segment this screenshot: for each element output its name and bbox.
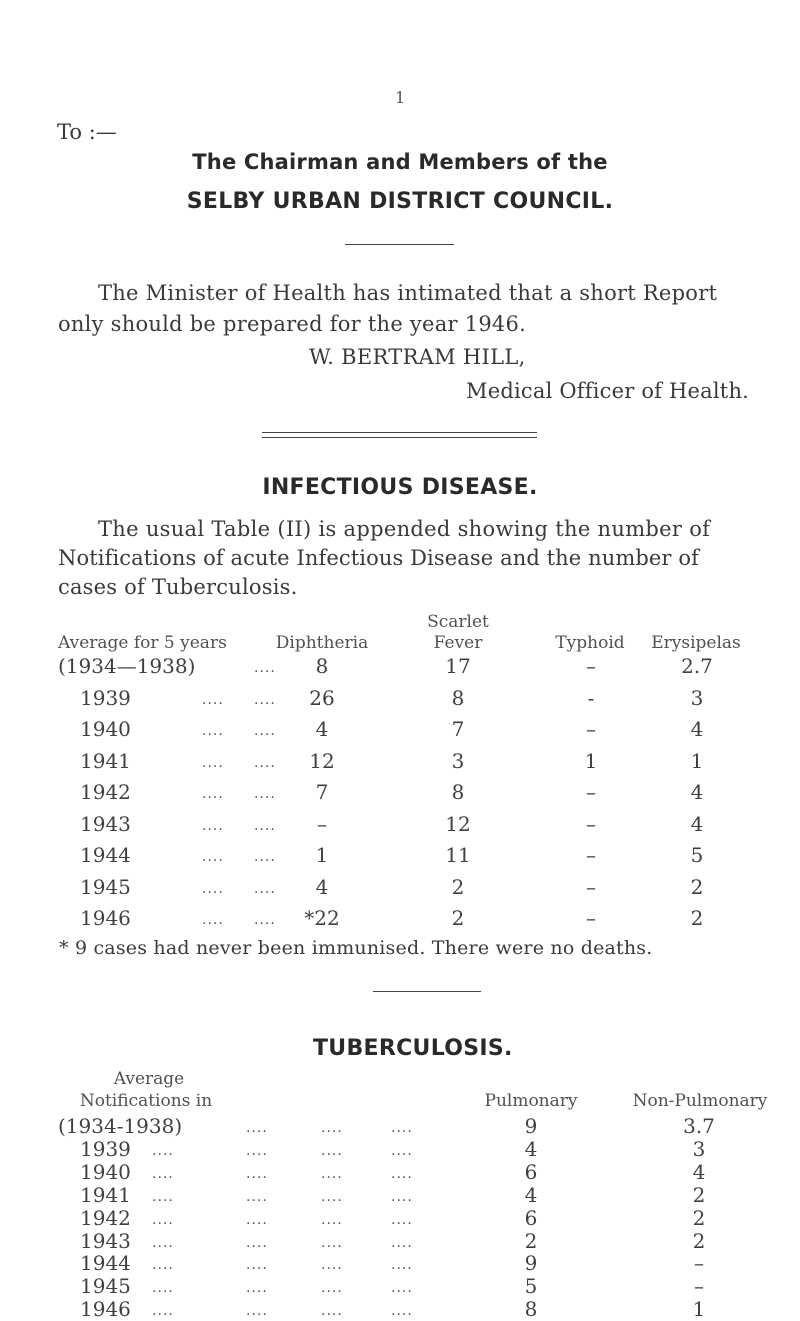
leader-dots: .... <box>321 1166 343 1182</box>
leader-dots: .... <box>246 1143 268 1159</box>
divider-middle <box>373 991 481 992</box>
cell-erysipelas: 2.7 <box>681 654 713 678</box>
row-year: 1939 <box>80 1137 131 1161</box>
cell-pulmonary: 5 <box>524 1274 538 1298</box>
cell-non-pulmonary: 2 <box>692 1183 706 1207</box>
cell-pulmonary: 9 <box>524 1114 538 1138</box>
divider-double-bottom <box>262 437 537 438</box>
infectious-footnote: * 9 cases had never been immunised. There were no deaths. <box>59 937 653 959</box>
leader-dots: .... <box>152 1166 174 1182</box>
leader-dots: .... <box>202 881 224 897</box>
leader-dots: .... <box>202 755 224 771</box>
tb-col-header-notifications: Notifications in <box>79 1091 213 1111</box>
infectious-para-line-3: cases of Tuberculosis. <box>58 575 298 599</box>
cell-scarlet-fever: 8 <box>451 686 465 710</box>
leader-dots: .... <box>254 692 276 708</box>
cell-typhoid: – <box>586 843 596 867</box>
leader-dots: .... <box>391 1257 413 1273</box>
cell-pulmonary: 9 <box>524 1251 538 1275</box>
leader-dots: .... <box>202 692 224 708</box>
row-year: 1946 <box>80 1297 131 1321</box>
cell-typhoid: – <box>586 717 596 741</box>
tb-col-header-average: Average <box>113 1069 185 1089</box>
leader-dots: .... <box>254 849 276 865</box>
cell-non-pulmonary: 2 <box>692 1206 706 1230</box>
leader-dots: .... <box>152 1212 174 1228</box>
row-year: 1941 <box>80 1183 131 1207</box>
salutation: To :— <box>57 120 117 144</box>
cell-erysipelas: 2 <box>690 875 704 899</box>
cell-erysipelas: 3 <box>690 686 704 710</box>
cell-non-pulmonary: 4 <box>692 1160 706 1184</box>
tb-col-header-pulmonary: Pulmonary <box>484 1091 578 1111</box>
cell-erysipelas: 5 <box>690 843 704 867</box>
leader-dots: .... <box>152 1143 174 1159</box>
cell-typhoid: – <box>586 875 596 899</box>
row-year: 1940 <box>80 717 131 741</box>
cell-pulmonary: 6 <box>524 1160 538 1184</box>
leader-dots: .... <box>321 1212 343 1228</box>
row-year: 1944 <box>80 843 131 867</box>
col-header-erysipelas: Erysipelas <box>651 633 741 653</box>
cell-pulmonary: 6 <box>524 1206 538 1230</box>
row-year: 1940 <box>80 1160 131 1184</box>
leader-dots: .... <box>254 660 276 676</box>
cell-diphtheria: 8 <box>315 654 329 678</box>
cell-pulmonary: 4 <box>524 1183 538 1207</box>
row-year: 1945 <box>80 875 131 899</box>
addressee-line-1: The Chairman and Members of the <box>192 150 608 174</box>
cell-typhoid: 1 <box>584 749 598 773</box>
cell-non-pulmonary: 3.7 <box>683 1114 715 1138</box>
signature-title: Medical Officer of Health. <box>466 379 750 403</box>
leader-dots: .... <box>152 1257 174 1273</box>
leader-dots: .... <box>152 1303 174 1319</box>
cell-scarlet-fever: 8 <box>451 780 465 804</box>
row-year: 1945 <box>80 1274 131 1298</box>
col-header-typhoid: Typhoid <box>555 633 625 653</box>
col-header-scarlet-1: Scarlet <box>427 612 489 632</box>
cell-pulmonary: 2 <box>524 1229 538 1253</box>
leader-dots: .... <box>246 1212 268 1228</box>
leader-dots: .... <box>254 723 276 739</box>
col-header-average: Average for 5 years <box>58 633 227 653</box>
cell-scarlet-fever: 2 <box>451 906 465 930</box>
cell-non-pulmonary: – <box>694 1274 704 1298</box>
cell-pulmonary: 4 <box>524 1137 538 1161</box>
page-number: 1 <box>395 88 406 107</box>
leader-dots: .... <box>391 1235 413 1251</box>
cell-scarlet-fever: 12 <box>445 812 471 836</box>
cell-diphtheria: 7 <box>315 780 329 804</box>
col-header-scarlet-2: Fever <box>433 633 483 653</box>
leader-dots: .... <box>391 1143 413 1159</box>
cell-scarlet-fever: 7 <box>451 717 465 741</box>
leader-dots: .... <box>202 912 224 928</box>
cell-typhoid: – <box>586 654 596 678</box>
col-header-diphtheria: Diphtheria <box>275 633 369 653</box>
leader-dots: .... <box>391 1120 413 1136</box>
leader-dots: .... <box>391 1303 413 1319</box>
cell-non-pulmonary: 2 <box>692 1229 706 1253</box>
row-year: (1934-1938) <box>58 1114 183 1138</box>
leader-dots: .... <box>321 1280 343 1296</box>
cell-typhoid: – <box>586 780 596 804</box>
cell-diphtheria: *22 <box>304 906 340 930</box>
leader-dots: .... <box>202 786 224 802</box>
cell-non-pulmonary: – <box>694 1251 704 1275</box>
cell-scarlet-fever: 3 <box>451 749 465 773</box>
leader-dots: .... <box>391 1166 413 1182</box>
row-year: 1939 <box>80 686 131 710</box>
leader-dots: .... <box>152 1280 174 1296</box>
leader-dots: .... <box>246 1189 268 1205</box>
leader-dots: .... <box>321 1189 343 1205</box>
tuberculosis-heading: TUBERCULOSIS. <box>313 1036 513 1061</box>
cell-erysipelas: 4 <box>690 780 704 804</box>
cell-diphtheria: 12 <box>309 749 335 773</box>
leader-dots: .... <box>246 1257 268 1273</box>
cell-diphtheria: – <box>317 812 327 836</box>
cell-diphtheria: 4 <box>315 875 329 899</box>
leader-dots: .... <box>321 1235 343 1251</box>
leader-dots: .... <box>202 723 224 739</box>
row-year: 1941 <box>80 749 131 773</box>
leader-dots: .... <box>246 1303 268 1319</box>
leader-dots: .... <box>254 881 276 897</box>
cell-diphtheria: 1 <box>315 843 329 867</box>
leader-dots: .... <box>202 849 224 865</box>
leader-dots: .... <box>391 1212 413 1228</box>
tb-col-header-nonpulmonary: Non-Pulmonary <box>632 1091 768 1111</box>
leader-dots: .... <box>254 786 276 802</box>
cell-non-pulmonary: 3 <box>692 1137 706 1161</box>
row-year: 1942 <box>80 1206 131 1230</box>
cell-typhoid: - <box>587 686 595 710</box>
leader-dots: .... <box>321 1143 343 1159</box>
cell-erysipelas: 4 <box>690 717 704 741</box>
cell-diphtheria: 4 <box>315 717 329 741</box>
infectious-para-line-1: The usual Table (II) is appended showing the number of <box>98 517 711 541</box>
signature-name: W. BERTRAM HILL, <box>309 345 526 369</box>
intro-line-2: only should be prepared for the year 1946. <box>58 312 527 336</box>
leader-dots: .... <box>321 1303 343 1319</box>
leader-dots: .... <box>254 912 276 928</box>
cell-erysipelas: 4 <box>690 812 704 836</box>
leader-dots: .... <box>391 1280 413 1296</box>
leader-dots: .... <box>246 1280 268 1296</box>
cell-non-pulmonary: 1 <box>692 1297 706 1321</box>
infectious-para-line-2: Notifications of acute Infectious Disease and the number of <box>58 546 699 570</box>
cell-typhoid: – <box>586 906 596 930</box>
row-year: 1942 <box>80 780 131 804</box>
cell-diphtheria: 26 <box>309 686 335 710</box>
cell-erysipelas: 2 <box>690 906 704 930</box>
leader-dots: .... <box>152 1235 174 1251</box>
row-year: 1943 <box>80 1229 131 1253</box>
leader-dots: .... <box>254 755 276 771</box>
cell-erysipelas: 1 <box>690 749 704 773</box>
row-year: 1943 <box>80 812 131 836</box>
divider-double-top <box>262 432 537 433</box>
cell-scarlet-fever: 11 <box>445 843 471 867</box>
leader-dots: .... <box>246 1235 268 1251</box>
intro-line-1: The Minister of Health has intimated that a short Report <box>98 281 718 305</box>
leader-dots: .... <box>254 818 276 834</box>
row-year: (1934—1938) <box>58 654 196 678</box>
cell-pulmonary: 8 <box>524 1297 538 1321</box>
leader-dots: .... <box>246 1166 268 1182</box>
row-year: 1946 <box>80 906 131 930</box>
leader-dots: .... <box>202 818 224 834</box>
infectious-heading: INFECTIOUS DISEASE. <box>262 475 538 500</box>
row-year: 1944 <box>80 1251 131 1275</box>
leader-dots: .... <box>321 1120 343 1136</box>
leader-dots: .... <box>321 1257 343 1273</box>
divider-short <box>345 244 454 245</box>
leader-dots: .... <box>246 1120 268 1136</box>
cell-scarlet-fever: 2 <box>451 875 465 899</box>
cell-scarlet-fever: 17 <box>445 654 471 678</box>
leader-dots: .... <box>152 1189 174 1205</box>
leader-dots: .... <box>391 1189 413 1205</box>
addressee-line-2: SELBY URBAN DISTRICT COUNCIL. <box>186 189 614 214</box>
cell-typhoid: – <box>586 812 596 836</box>
